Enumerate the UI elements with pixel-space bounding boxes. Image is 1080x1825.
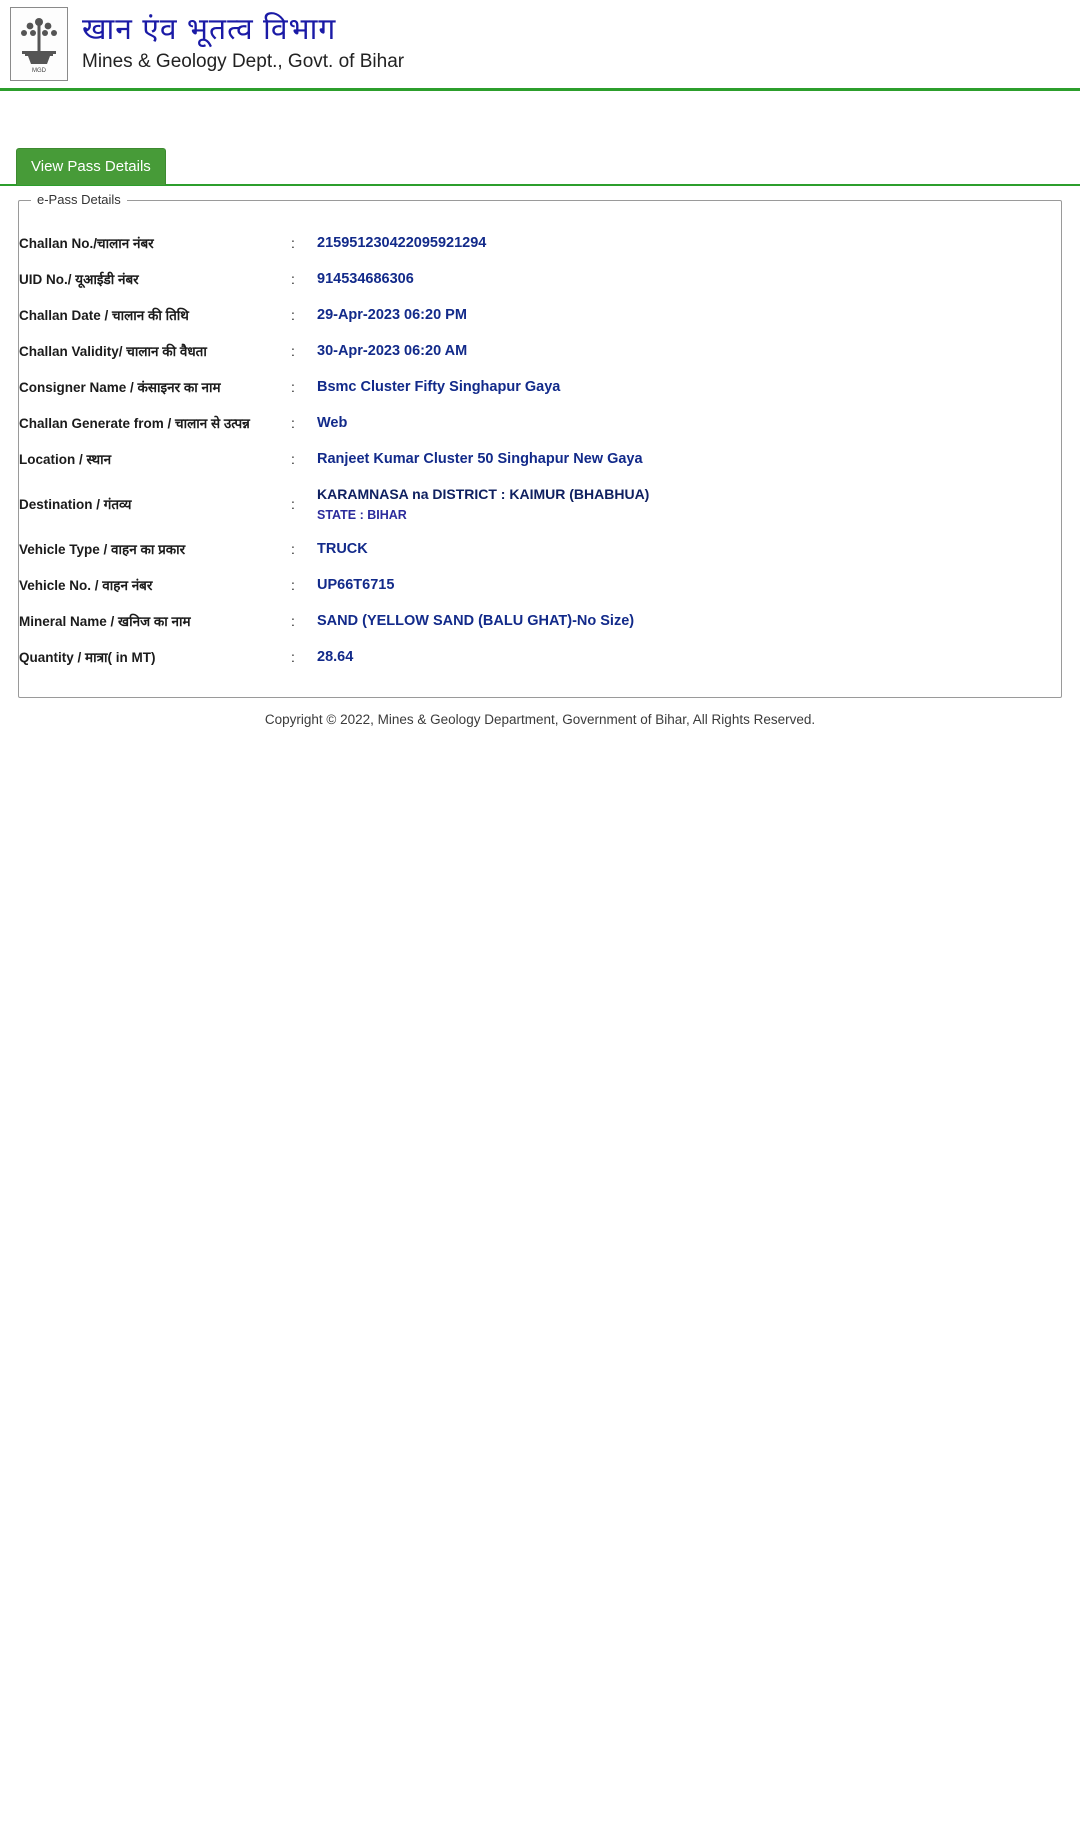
row-label-vehicle-no: Vehicle No. / वाहन नंबर <box>19 578 153 593</box>
row-colon: : <box>291 541 295 557</box>
table-row <box>19 261 1061 297</box>
table-row <box>19 441 1061 477</box>
row-colon: : <box>291 235 295 251</box>
site-header <box>0 0 1080 88</box>
row-colon: : <box>291 577 295 593</box>
page-background <box>0 680 1080 1825</box>
row-label-challan-no: Challan No./चालान नंबर <box>19 236 154 251</box>
row-label-quantity: Quantity / मात्रा( in MT) <box>19 650 156 665</box>
row-value-consigner-name: Bsmc Cluster Fifty Singhapur Gaya <box>317 379 561 395</box>
row-value-location: Ranjeet Kumar Cluster 50 Singhapur New Gaya <box>317 451 643 467</box>
row-label-mineral-name: Mineral Name / खनिज का नाम <box>19 614 191 629</box>
row-value-mineral-name: SAND (YELLOW SAND (BALU GHAT)-No Size) <box>317 613 635 629</box>
panel-legend: e-Pass Details <box>31 192 127 207</box>
row-label-uid-no: UID No./ यूआईडी नंबर <box>19 272 139 287</box>
row-value-quantity: 28.64 <box>317 649 354 665</box>
table-row <box>19 297 1061 333</box>
row-colon: : <box>291 496 295 512</box>
row-label-challan-validity: Challan Validity/ चालान की वैधता <box>19 344 207 359</box>
row-value-vehicle-type: TRUCK <box>317 541 368 557</box>
table-row <box>19 531 1061 567</box>
row-colon: : <box>291 451 295 467</box>
table-row <box>19 567 1061 603</box>
bihar-government-emblem-icon <box>10 7 68 81</box>
epass-details-table <box>19 225 1061 675</box>
row-label-challan-date: Challan Date / चालान की तिथि <box>19 308 189 323</box>
row-label-destination: Destination / गंतव्य <box>19 497 132 512</box>
epass-details-panel <box>18 192 1062 698</box>
svg-text:MGD: MGD <box>32 68 46 74</box>
table-row <box>19 639 1061 675</box>
row-colon: : <box>291 271 295 287</box>
table-row <box>19 405 1061 441</box>
department-name-hindi: खान एंव भूतत्व विभाग <box>82 13 337 47</box>
table-row <box>19 369 1061 405</box>
row-colon: : <box>291 307 295 323</box>
footer-copyright: Copyright © 2022, Mines & Geology Department, Government of Bihar, All Rights Reserved. <box>0 698 1080 727</box>
row-value-challan-date: 29-Apr-2023 06:20 PM <box>317 307 467 323</box>
row-colon: : <box>291 343 295 359</box>
table-row <box>19 333 1061 369</box>
table-row <box>19 225 1061 261</box>
header-titles <box>82 13 404 74</box>
row-label-consigner-name: Consigner Name / कंसाइनर का नाम <box>19 380 221 395</box>
row-value-challan-no: 215951230422095921294 <box>317 235 487 251</box>
tab-bar <box>0 91 1080 184</box>
row-value-challan-validity: 30-Apr-2023 06:20 AM <box>317 343 468 359</box>
row-value-challan-generate-from: Web <box>317 415 348 431</box>
table-row <box>19 603 1061 639</box>
row-value-destination <box>317 477 1061 531</box>
row-colon: : <box>291 379 295 395</box>
department-name-english: Mines & Geology Dept., Govt. of Bihar <box>82 50 405 72</box>
row-label-challan-generate-from: Challan Generate from / चालान से उत्पन्न <box>19 416 250 431</box>
destination-line-2: STATE : BIHAR <box>317 508 407 522</box>
row-label-location: Location / स्थान <box>19 452 112 467</box>
row-colon: : <box>291 613 295 629</box>
row-colon: : <box>291 415 295 431</box>
destination-line-1: KARAMNASA na DISTRICT : KAIMUR (BHABHUA) <box>317 486 650 502</box>
table-row-destination <box>19 477 1061 531</box>
row-value-vehicle-no: UP66T6715 <box>317 577 395 593</box>
row-colon: : <box>291 649 295 665</box>
tab-view-pass-details[interactable]: View Pass Details <box>16 148 166 185</box>
row-label-vehicle-type: Vehicle Type / वाहन का प्रकार <box>19 542 186 557</box>
row-value-uid-no: 914534686306 <box>317 271 414 287</box>
